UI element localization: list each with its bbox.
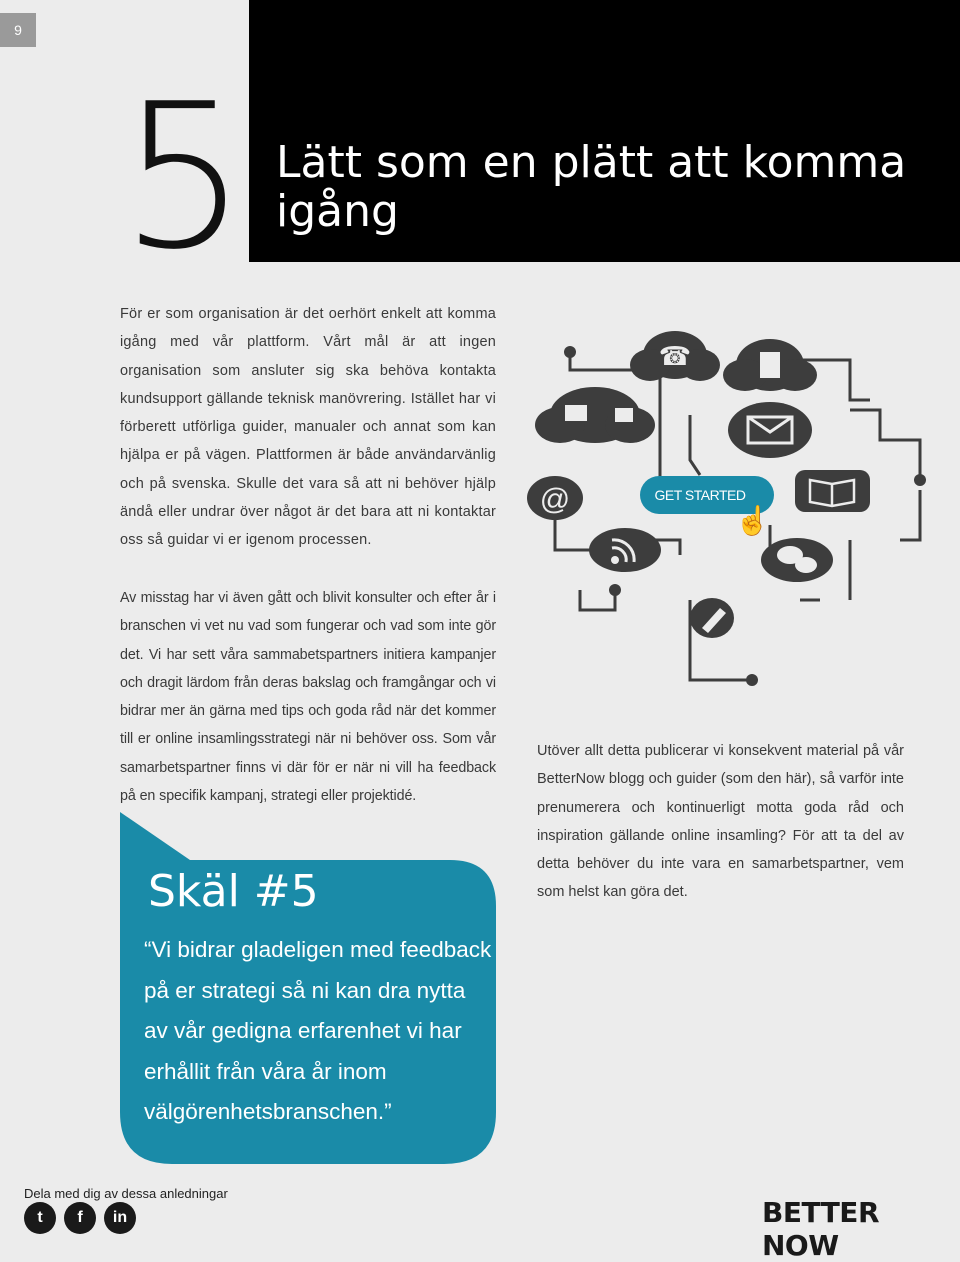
page-number: 9 xyxy=(0,13,36,47)
linkedin-icon[interactable]: in xyxy=(104,1202,136,1234)
get-started-label: GET STARTED xyxy=(654,487,746,503)
folders-cloud-icon xyxy=(535,387,655,443)
chapter-number: 5 xyxy=(120,61,248,294)
blog-paragraph: Utöver allt detta publicerar vi konsekvent material på vår BetterNow blogg och guider (som den här), så varför inte prenumerera och kontinuerligt motta goda råd och inspiration gällande online insamling? För att ta del av detta behöver du inte vara en samarbetspartner, vem som helst kan göra det. xyxy=(537,743,904,901)
facebook-icon[interactable]: f xyxy=(64,1202,96,1234)
consulting-paragraph: Av misstag har vi även gått och blivit konsulter och efter år i branschen vi vet nu vad som fungerar och vad som inte gör det. Vi har sett våra sammabetspartners initiera kampanjer och dragit lärdom från deras bakslag och framgångar och vi bidrar mer än gärna med tips och goda råd när det kommer till er online insamlingsstrategi när ni behöver oss. Som vår samarbetspartner finns vi där för er när ni vill ha feedback på en specifik kampanj, strategi eller projektidé. xyxy=(120,590,496,805)
quote-title: Skäl #5 xyxy=(148,866,319,917)
quote-callout xyxy=(120,812,496,1164)
page-title: Lätt som en plätt att komma igång xyxy=(276,137,907,238)
twitter-icon[interactable]: t xyxy=(24,1202,56,1234)
intro-paragraph: För er som organisation är det oerhört enkelt att komma igång med vår plattform. Vårt mål är att ingen organisation som ansluter sig ska behöva kontakta kundsupport gällande teknisk manövrering. Istället har vi förberett utförliga guider, manualer och annat som kan hjälpa er på vägen. Plattformen är både användarvänlig och på svenska. Skulle det vara så att ni behöver hjälp ändå eller undrar över något är det bara att ni kontaktar oss så guidar vi er igenom processen. xyxy=(120,306,496,549)
svg-text:☎: ☎ xyxy=(658,342,692,372)
hand-cursor-icon: ☝ xyxy=(735,505,770,536)
at-symbol: @ xyxy=(539,483,571,516)
betternow-logo: BETTER NOW xyxy=(762,1196,879,1262)
network-illustration xyxy=(520,300,960,700)
rss-icon xyxy=(589,528,661,572)
quote-text: “Vi bidrar gladeligen med feedback på er strategi så ni kan dra nytta av vår gedigna erfarenhet vi har erhållit från våra år inom välgörenhetsbranschen.” xyxy=(144,937,492,1124)
share-label: Dela med dig av dessa anledningar xyxy=(24,1186,228,1201)
mail-icon xyxy=(728,402,812,458)
